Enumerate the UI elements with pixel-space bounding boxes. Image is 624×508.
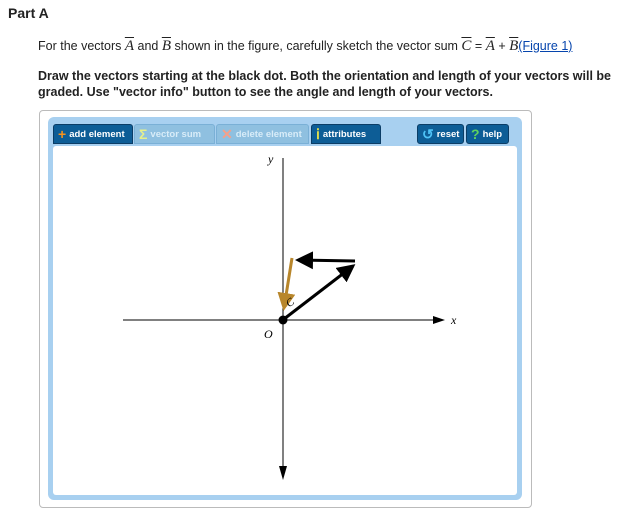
delete-label: delete element: [235, 128, 302, 140]
delete-element-button[interactable]: [216, 124, 309, 144]
info-icon: ⅰ: [316, 125, 320, 142]
graph-canvas[interactable]: [53, 146, 517, 495]
figure-link[interactable]: (Figure 1): [518, 39, 573, 53]
vector-b-arrow[interactable]: [298, 260, 355, 261]
add-label: add element: [69, 128, 125, 140]
plus-icon: +: [58, 126, 67, 142]
reset-icon: ↺: [422, 125, 434, 142]
origin-label: O: [264, 327, 273, 341]
part-title: Part A: [8, 5, 49, 21]
vector-a-arrow[interactable]: [284, 266, 353, 319]
x-axis-arrow-icon: [433, 316, 445, 324]
tool-frame: [48, 117, 522, 500]
vector-b: $\overline{B}$: [161, 38, 171, 54]
y-axis-label: y: [268, 152, 274, 166]
attributes-label: attributes: [322, 128, 367, 140]
reset-button[interactable]: [417, 124, 464, 144]
help-label: help: [482, 128, 503, 140]
y-axis-arrow-icon: [279, 466, 287, 480]
help-button[interactable]: [466, 124, 509, 144]
x-axis-label: x: [451, 313, 457, 327]
instructions: Draw the vectors starting at the black dot. Both the orientation and length of your vectors will be graded. Use "vector info" button to see the angle and length of your vectors.: [38, 69, 611, 99]
origin-dot[interactable]: [279, 316, 288, 325]
add-element-button[interactable]: [53, 124, 133, 144]
drawing-panel: [39, 110, 532, 508]
vector-c: $\overline{C}$: [461, 38, 472, 54]
sigma-icon: Σ: [139, 126, 148, 142]
graph-svg: [53, 146, 517, 495]
question-text: For the vectors $\overline{A}$ and $\overline{B}$ shown in the figure, carefully sketch the vector sum $\overline{C} = \overline{A}$ + $\overline{B}(Figure$ 1): [38, 38, 573, 54]
reset-label: reset: [436, 128, 460, 140]
vector-c-label: C: [283, 296, 297, 310]
vector-b2: $\overline{B}$: [509, 38, 519, 54]
vector-sum-button[interactable]: [134, 124, 215, 144]
vector-a: $\overline{A}$: [124, 38, 135, 54]
sum-label: vector sum: [150, 128, 202, 140]
attributes-button[interactable]: [311, 124, 381, 144]
vector-a2: $\overline{A}$: [485, 38, 495, 54]
x-icon: ✕: [221, 125, 233, 142]
help-icon: ?: [471, 126, 480, 142]
